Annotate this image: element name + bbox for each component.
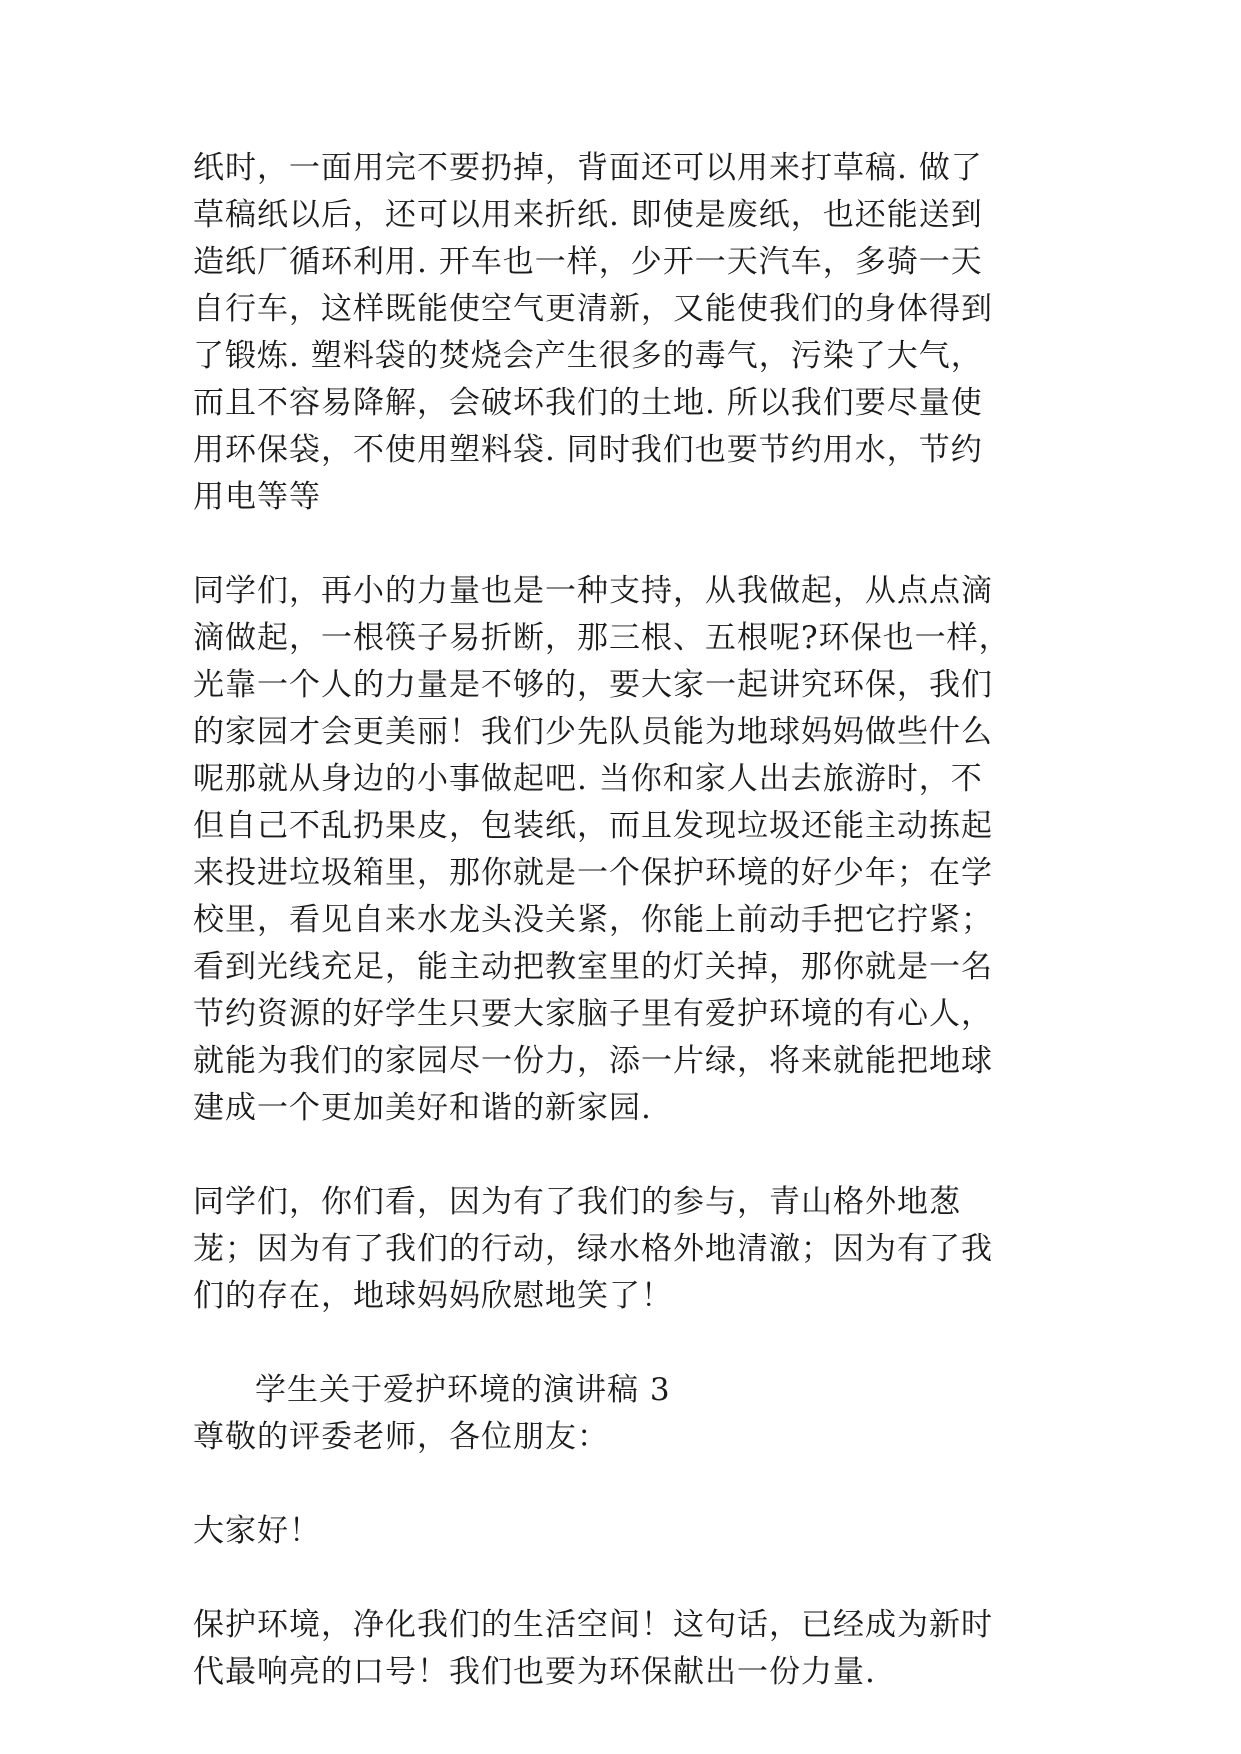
text-line: 但自己不乱扔果皮，包装纸，而且发现垃圾还能主动拣起 [193, 808, 993, 844]
section-title: 学生关于爱护环境的演讲稿 3 [255, 1372, 671, 1408]
document-body [193, 145, 1023, 1696]
text-line: 同学们，你们看，因为有了我们的参与，青山格外地葱 [193, 1184, 961, 1220]
text-line: 纸时，一面用完不要扔掉，背面还可以用来打草稿. 做了 [193, 150, 983, 186]
text-line: 草稿纸以后，还可以用来折纸. 即使是废纸，也还能送到 [193, 197, 983, 233]
paragraph-spacer [193, 1461, 1023, 1508]
text-line: 同学们，再小的力量也是一种支持，从我做起，从点点滴 [193, 573, 993, 609]
text-line: 了锻炼. 塑料袋的焚烧会产生很多的毒气，污染了大气， [193, 338, 983, 374]
text-line: 的家园才会更美丽！我们少先队员能为地球妈妈做些什么 [193, 714, 993, 750]
text-line: 保护环境，净化我们的生活空间！这句话，已经成为新时 [193, 1607, 993, 1643]
paragraph-spacer [193, 521, 1023, 568]
greeting: 大家好！ [193, 1513, 321, 1549]
paragraph-2 [193, 568, 1023, 1132]
paragraph-spacer [193, 1320, 1023, 1367]
paragraph-spacer [193, 1555, 1023, 1602]
paragraph-1 [193, 145, 1023, 521]
text-line: 茏；因为有了我们的行动，绿水格外地清澈；因为有了我 [193, 1231, 993, 1267]
text-line: 们的存在，地球妈妈欣慰地笑了！ [193, 1278, 673, 1314]
text-line: 造纸厂循环利用. 开车也一样，少开一天汽车，多骑一天 [193, 244, 983, 280]
text-line: 代最响亮的口号！我们也要为环保献出一份力量. [193, 1654, 876, 1690]
text-line: 用环保袋，不使用塑料袋. 同时我们也要节约用水，节约 [193, 432, 983, 468]
paragraph-4 [193, 1602, 1023, 1696]
text-line: 光靠一个人的力量是不够的，要大家一起讲究环保，我们 [193, 667, 993, 703]
text-line: 校里，看见自来水龙头没关紧，你能上前动手把它拧紧； [193, 902, 993, 938]
text-line: 用电等等 [193, 479, 321, 515]
text-line: 建成一个更加美好和谐的新家园. [193, 1090, 652, 1126]
salutation: 尊敬的评委老师，各位朋友： [193, 1419, 609, 1455]
text-line: 滴做起，一根筷子易折断，那三根、五根呢?环保也一样， [193, 620, 1011, 656]
text-line: 自行车，这样既能使空气更清新，又能使我们的身体得到 [193, 291, 993, 327]
text-line: 就能为我们的家园尽一份力，添一片绿，将来就能把地球 [193, 1043, 993, 1079]
text-line: 来投进垃圾箱里，那你就是一个保护环境的好少年；在学 [193, 855, 993, 891]
text-line: 呢那就从身边的小事做起吧. 当你和家人出去旅游时，不 [193, 761, 983, 797]
paragraph-3 [193, 1179, 1023, 1320]
text-line: 看到光线充足，能主动把教室里的灯关掉，那你就是一名 [193, 949, 993, 985]
text-line: 节约资源的好学生只要大家脑子里有爱护环境的有心人， [193, 996, 993, 1032]
text-line: 而且不容易降解，会破坏我们的土地. 所以我们要尽量使 [193, 385, 983, 421]
paragraph-spacer [193, 1132, 1023, 1179]
